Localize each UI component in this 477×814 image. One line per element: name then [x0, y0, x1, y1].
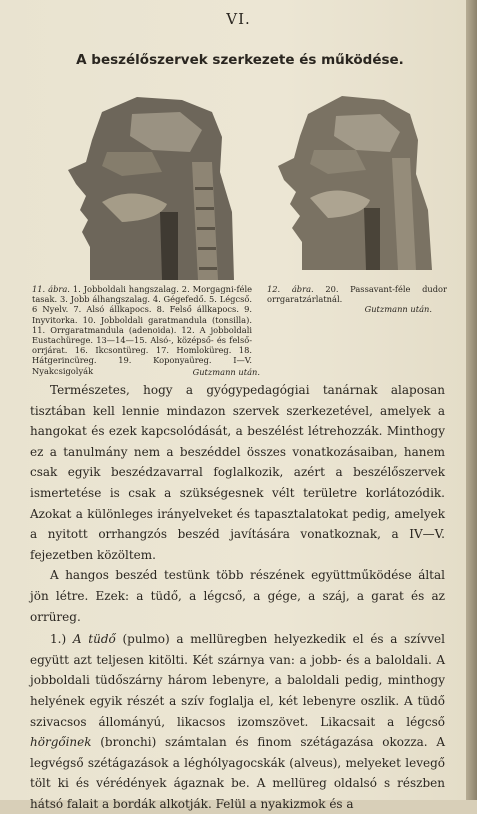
trachea: [364, 208, 380, 270]
figure-12-caption-text: 20. Passavant-féle dudor orrgaratzárlatnál.: [267, 284, 448, 305]
figure-11-credit: Gutzmann után.: [192, 367, 260, 377]
figure-12-number: 12. ábra.: [267, 284, 314, 294]
figure-11-illustration: [62, 92, 247, 280]
section-number: 1.): [50, 632, 67, 647]
paragraph-3: [30, 629, 445, 814]
paragraph-3-text-a: (pulmo) a mellüregben helyezkedik el és a szívvel együtt azt teljesen kitölti. Két szárnya van: a jobb- és a baloldali. A jobboldali tüdőszárny három lebenyre, a baloldali pedig, minthogy helyének egyik részét a szív foglalja el, két lebenyre oszlik. A tüdő szivacsos állományú, likacsos izomszövet. Likacsait a légcső: [30, 632, 445, 729]
paragraph-2: A hangos beszéd testünk több részének együttműködése által jön létre. Ezek: a tüdő, a légcső, a gége, a száj, a garat és az orrüreg.: [30, 568, 445, 624]
page-edge: [466, 0, 477, 800]
body-text: [30, 380, 445, 814]
paragraph-3-text-b: (bronchi) számtalan és finom szétágazása okozza. A legvégső szétágazások a léghólyagocskák (alveus), melyeket levegő tölt ki és vérédények ágaznak be. A mellüreg oldalsó s részben hátsó falait a bordák alkotják. Felül a nyakizmok és a: [30, 735, 445, 811]
figure-11-caption-text: 1. Jobboldali hangszalag. 2. Morgagni-féle tasak. 3. Jobb álhangszalag. 4. Gégefedő. 5. Légcső. 6 Nyelv. 7. Alsó állkapocs. 8. Felső állkapocs. 9. Inyvitorka. 10. Jobboldali garatmandula (tonsilla). 11. Orrgaratmandula (adenoida). 12. A jobboldali Eustachürege. 13—14—15. Alsó-, középső- és felső-orrjárat. 16. Ikcsontüreg. 17. Homloküreg. 18. Hátgerincüreg. 19. Koponyaüreg. I—V. Nyakcsigolyák: [32, 284, 253, 376]
chapter-title: A beszélőszervek szerkezete és működése.: [76, 52, 404, 68]
chapter-number: VI.: [226, 10, 251, 28]
term-tudo: A tüdő: [72, 632, 116, 647]
trachea: [160, 212, 178, 280]
figure-12-caption: [267, 284, 447, 304]
figure-11-number: 11. ábra.: [32, 284, 70, 294]
figure-12-illustration: [272, 92, 444, 270]
figure-12-credit: Gutzmann után.: [364, 304, 432, 314]
figure-11-caption: [32, 284, 252, 376]
term-horgoinek: hörgőinek: [30, 735, 92, 750]
paragraph-1: Természetes, hogy a gyógypedagógiai tanárnak alaposan tisztában kell lennie mindazon szervek szerkezetével, amelyek a hangokat és ezek kapcsolódását, a beszélést létrehozzák. Minthogy ez a tanulmány nem a beszéddel összes vonatkozásaiban, hanem csak egyik beszédzavarral foglalkozik, azért a beszélőszervek ismertetése is csak a szükségesnek vélt területre korlátozódik. Azokat a különleges irányelveket és tapasztalatokat pedig, amelyek a nyitott orrhangzós beszéd javítására vonatkoznak, a IV—V. fejezetben közöltem.: [30, 383, 445, 562]
